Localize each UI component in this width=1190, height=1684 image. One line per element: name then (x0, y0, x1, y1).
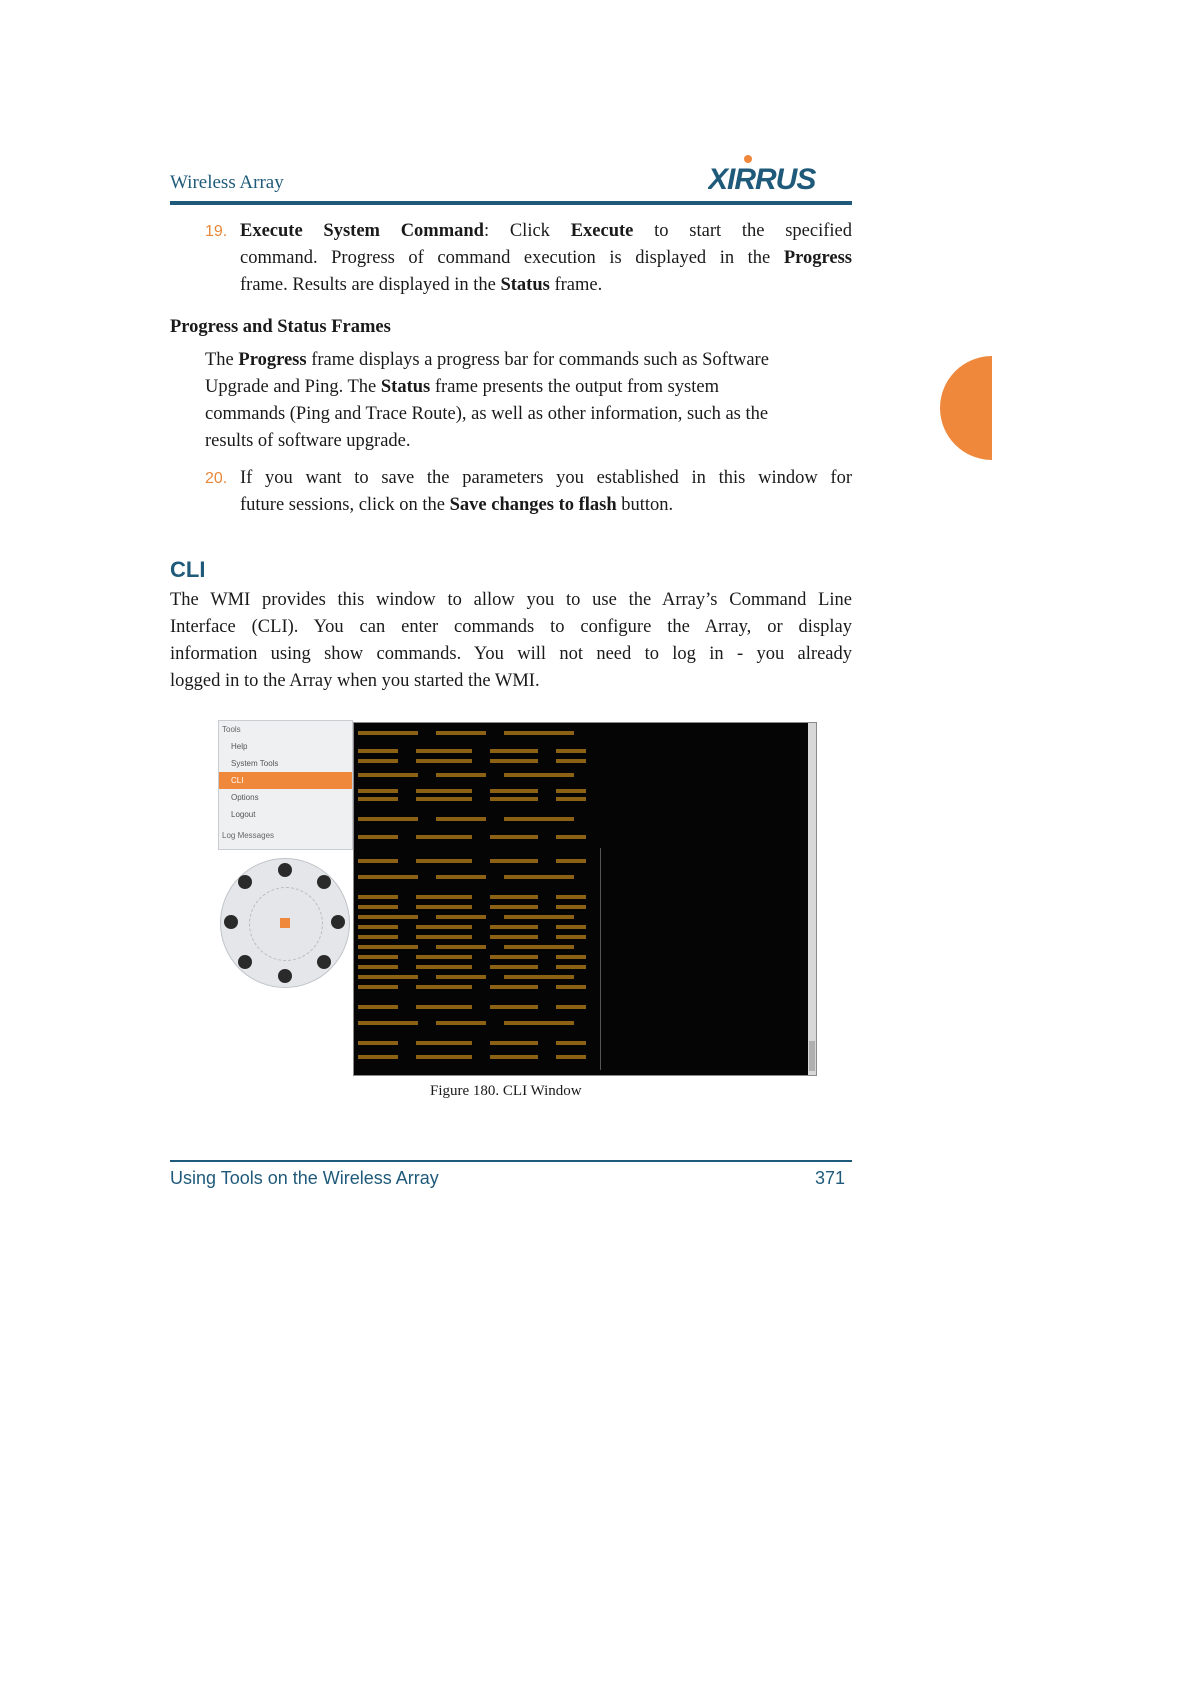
terminal-text-line (490, 905, 538, 909)
para-line: The Progress frame displays a progress bar for commands such as Software (205, 350, 769, 370)
terminal-text-line (416, 749, 472, 753)
terminal-text-line (358, 965, 398, 969)
terminal-text-line (358, 975, 418, 979)
terminal-text-line (358, 905, 398, 909)
terminal-text-line (416, 797, 472, 801)
terminal-text-line (490, 1041, 538, 1045)
terminal-text-line (556, 859, 586, 863)
terminal-text-line (490, 789, 538, 793)
terminal-text-line (416, 789, 472, 793)
terminal-text-line (436, 975, 486, 979)
step-number: 20. (205, 470, 228, 487)
terminal-text-line (416, 985, 472, 989)
header-rule (170, 201, 852, 205)
tools-menu (218, 720, 353, 850)
terminal-text-line (416, 955, 472, 959)
terminal-text-line (556, 905, 586, 909)
section-paragraph (205, 347, 845, 455)
wheel-port-button[interactable] (317, 955, 331, 969)
terminal-text-line (490, 985, 538, 989)
terminal-text-line (358, 955, 398, 959)
terminal-text-line (416, 895, 472, 899)
terminal-text-line (556, 985, 586, 989)
section-heading: Progress and Status Frames (170, 317, 391, 337)
svg-text:XIRRUS: XIRRUS (708, 163, 816, 196)
step-20 (205, 465, 852, 519)
menu-item-log-messages[interactable]: Log Messages (222, 831, 275, 840)
terminal-text-line (504, 975, 574, 979)
terminal-text-line (436, 875, 486, 879)
menu-item-help[interactable]: Help (231, 742, 248, 751)
terminal-text-line (358, 817, 418, 821)
terminal-text-line (436, 945, 486, 949)
terminal-text-line (556, 749, 586, 753)
terminal-text-line (556, 955, 586, 959)
terminal-text-line (358, 859, 398, 863)
wheel-center (280, 918, 290, 928)
array-wheel (220, 858, 350, 988)
para-line: Upgrade and Ping. The Status frame presents the output from system (205, 377, 719, 397)
terminal-text-line (416, 935, 472, 939)
terminal-text-line (358, 915, 418, 919)
terminal-text-line (416, 1005, 472, 1009)
para-line: Interface (CLI). You can enter commands to configure the Array, or display (170, 617, 852, 637)
para-line: information using show commands. You will not need to log in - you already (170, 644, 852, 664)
xirrus-logo (708, 153, 848, 197)
terminal-text-line (490, 759, 538, 763)
menu-item-options[interactable]: Options (231, 793, 259, 802)
terminal-text-line (436, 773, 486, 777)
terminal-text-line (416, 759, 472, 763)
menu-header: Tools (222, 725, 241, 734)
wheel-port-button[interactable] (278, 969, 292, 983)
figure-caption: Figure 180. CLI Window (430, 1083, 582, 1099)
terminal-text-line (436, 915, 486, 919)
terminal-text-line (556, 925, 586, 929)
para-line: results of software upgrade. (205, 431, 411, 451)
terminal-text-line (556, 1041, 586, 1045)
wheel-port-button[interactable] (238, 875, 252, 889)
wheel-port-button[interactable] (278, 863, 292, 877)
terminal-text-line (504, 945, 574, 949)
terminal-text-line (436, 1021, 486, 1025)
terminal-text-line (358, 1041, 398, 1045)
terminal-text-line (490, 797, 538, 801)
terminal-divider (600, 848, 601, 1070)
terminal-text-line (556, 935, 586, 939)
terminal-text-line (358, 749, 398, 753)
terminal-text-line (436, 731, 486, 735)
terminal-text-line (556, 789, 586, 793)
running-footer: Using Tools on the Wireless Array (170, 1168, 439, 1188)
terminal-text-line (358, 895, 398, 899)
menu-item-logout[interactable]: Logout (231, 810, 256, 819)
step-19 (205, 218, 852, 299)
terminal-text-line (358, 1005, 398, 1009)
para-line: commands (Ping and Trace Route), as well as other information, such as the (205, 404, 769, 424)
terminal-text-line (490, 955, 538, 959)
terminal-text-line (358, 759, 398, 763)
step-line: command. Progress of command execution is displayed in the Progress (240, 248, 852, 268)
terminal-text-line (556, 1055, 586, 1059)
terminal-text-line (504, 773, 574, 777)
terminal-text-line (504, 915, 574, 919)
step-line: frame. Results are displayed in the Status frame. (240, 275, 603, 295)
running-header: Wireless Array (170, 172, 284, 193)
cli-paragraph (170, 587, 852, 695)
cli-heading: CLI (170, 557, 206, 582)
terminal-text-line (358, 1055, 398, 1059)
step-line: future sessions, click on the Save changes to flash button. (240, 495, 674, 515)
terminal-text-line (490, 965, 538, 969)
terminal-text-line (504, 817, 574, 821)
terminal-text-line (358, 731, 418, 735)
wheel-port-button[interactable] (317, 875, 331, 889)
terminal-text-line (490, 935, 538, 939)
cli-terminal[interactable] (353, 722, 817, 1076)
terminal-text-line (490, 1055, 538, 1059)
cli-window-figure (218, 720, 816, 1075)
terminal-text-line (490, 835, 538, 839)
page-number: 371 (815, 1168, 846, 1188)
terminal-text-line (556, 1005, 586, 1009)
terminal-text-line (556, 895, 586, 899)
terminal-text-line (358, 925, 398, 929)
step-number: 19. (205, 223, 228, 240)
chapter-tab (940, 356, 992, 460)
terminal-text-line (504, 875, 574, 879)
terminal-text-line (556, 797, 586, 801)
terminal-text-line (416, 1055, 472, 1059)
terminal-text-line (416, 835, 472, 839)
terminal-text-line (358, 945, 418, 949)
terminal-text-line (556, 759, 586, 763)
terminal-text-line (436, 817, 486, 821)
terminal-text-line (358, 835, 398, 839)
terminal-text-line (358, 797, 398, 801)
terminal-text-line (416, 1041, 472, 1045)
terminal-scrollbar[interactable] (808, 723, 816, 1075)
para-line: logged in to the Array when you started the WMI. (170, 671, 540, 691)
step-line: If you want to save the parameters you established in this window for (240, 468, 852, 488)
terminal-text-line (416, 905, 472, 909)
terminal-text-line (358, 875, 418, 879)
terminal-text-line (490, 895, 538, 899)
terminal-text-line (504, 1021, 574, 1025)
terminal-text-line (416, 965, 472, 969)
footer-rule (170, 1160, 852, 1162)
terminal-text-line (358, 985, 398, 989)
wheel-port-button[interactable] (238, 955, 252, 969)
terminal-text-line (358, 935, 398, 939)
para-line: The WMI provides this window to allow you to use the Array’s Command Line (170, 590, 852, 610)
terminal-text-line (416, 925, 472, 929)
menu-item-system-tools[interactable]: System Tools (231, 759, 279, 768)
terminal-text-line (358, 789, 398, 793)
terminal-text-line (416, 859, 472, 863)
menu-item-cli[interactable]: CLI (219, 772, 352, 789)
terminal-text-line (556, 965, 586, 969)
terminal-text-line (490, 859, 538, 863)
wheel-port-button[interactable] (331, 915, 345, 929)
terminal-text-line (490, 749, 538, 753)
terminal-text-line (490, 925, 538, 929)
step-line: Execute System Command: Click Execute to start the specified (240, 221, 852, 241)
terminal-text-line (490, 1005, 538, 1009)
wheel-port-button[interactable] (224, 915, 238, 929)
terminal-text-line (358, 1021, 418, 1025)
scrollbar-thumb[interactable] (809, 1041, 815, 1071)
terminal-text-line (358, 773, 418, 777)
terminal-text-line (556, 835, 586, 839)
terminal-text-line (504, 731, 574, 735)
